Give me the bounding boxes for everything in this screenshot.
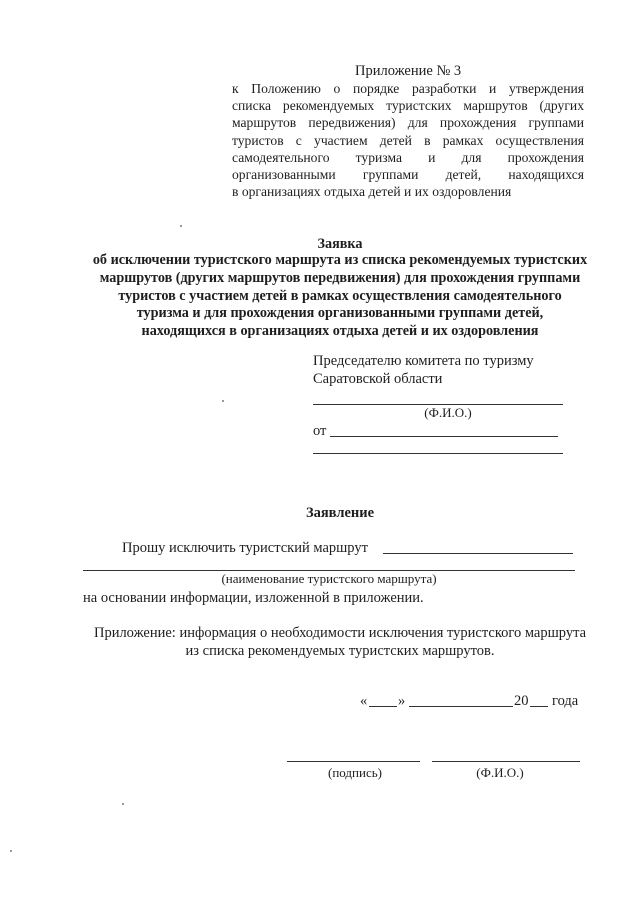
appendix-line: в организациях отдыха детей и их оздоровления bbox=[232, 184, 512, 200]
subtitle-line: находящихся в организациях отдыха детей и их оздоровления bbox=[141, 323, 539, 340]
from-field-extra[interactable] bbox=[313, 453, 563, 454]
appendix-line: организованными группами детей, находящихся bbox=[232, 167, 584, 183]
attachment-line-1: Приложение: информация о необходимости исключения туристского маршрута bbox=[93, 625, 587, 641]
application-title: Заявка bbox=[317, 236, 363, 252]
date-century: 20 bbox=[514, 693, 529, 709]
appendix-line: маршрутов передвижения) для прохождения группами bbox=[232, 115, 584, 131]
scan-speck bbox=[10, 850, 12, 852]
date-day-field[interactable] bbox=[369, 706, 397, 707]
basis-text: на основании информации, изложенной в приложении. bbox=[83, 590, 424, 606]
subtitle-line: маршрутов (других маршрутов передвижения) для прохождения группами bbox=[99, 269, 581, 286]
date-close-quote: » bbox=[398, 693, 406, 709]
request-text: Прошу исключить туристский маршрут bbox=[122, 540, 368, 556]
appendix-reference bbox=[232, 80, 584, 200]
date-month-field[interactable] bbox=[409, 706, 513, 707]
application-subtitle bbox=[60, 252, 620, 341]
from-field[interactable] bbox=[330, 436, 558, 437]
attachment-note bbox=[60, 624, 620, 660]
subtitle-line: об исключении туристского маршрута из списка рекомендуемых туристских bbox=[92, 252, 588, 268]
appendix-line: списка рекомендуемых туристских маршрутов (других bbox=[232, 98, 584, 114]
scan-speck bbox=[122, 803, 124, 805]
scan-speck bbox=[222, 400, 224, 402]
attachment-line-2: из списка рекомендуемых туристских маршрутов. bbox=[185, 643, 495, 659]
appendix-line: самодеятельного туризма и для прохождения bbox=[232, 149, 584, 165]
subtitle-line: туристов с участием детей в рамках осуществления самодеятельного bbox=[118, 287, 562, 304]
date-year-word: года bbox=[552, 693, 579, 709]
signature-caption: (подпись) bbox=[328, 765, 382, 780]
addressee-fio-caption: (Ф.И.О.) bbox=[424, 405, 472, 420]
appendix-title: Приложение № 3 bbox=[355, 63, 462, 79]
signature-field[interactable] bbox=[287, 761, 420, 762]
route-name-field[interactable] bbox=[383, 553, 573, 554]
signature-fio-caption: (Ф.И.О.) bbox=[476, 765, 524, 780]
subtitle-line: туризма и для прохождения организованными группами детей, bbox=[136, 305, 544, 322]
addressee-block bbox=[313, 352, 534, 388]
appendix-line: к Положению о порядке разработки и утверждения bbox=[232, 81, 584, 96]
route-name-caption: (наименование туристского маршрута) bbox=[221, 571, 437, 586]
statement-title: Заявление bbox=[305, 505, 375, 521]
signature-fio-field[interactable] bbox=[432, 761, 580, 762]
date-year-field[interactable] bbox=[530, 706, 548, 707]
scan-speck bbox=[180, 225, 182, 227]
addressee-line-1: Председателю комитета по туризму bbox=[313, 353, 534, 369]
addressee-line-2: Саратовской области bbox=[313, 371, 443, 387]
date-open-quote: « bbox=[360, 693, 368, 709]
from-label: от bbox=[313, 423, 327, 439]
appendix-line: туристов с участием детей в рамках осуществления bbox=[232, 132, 584, 148]
